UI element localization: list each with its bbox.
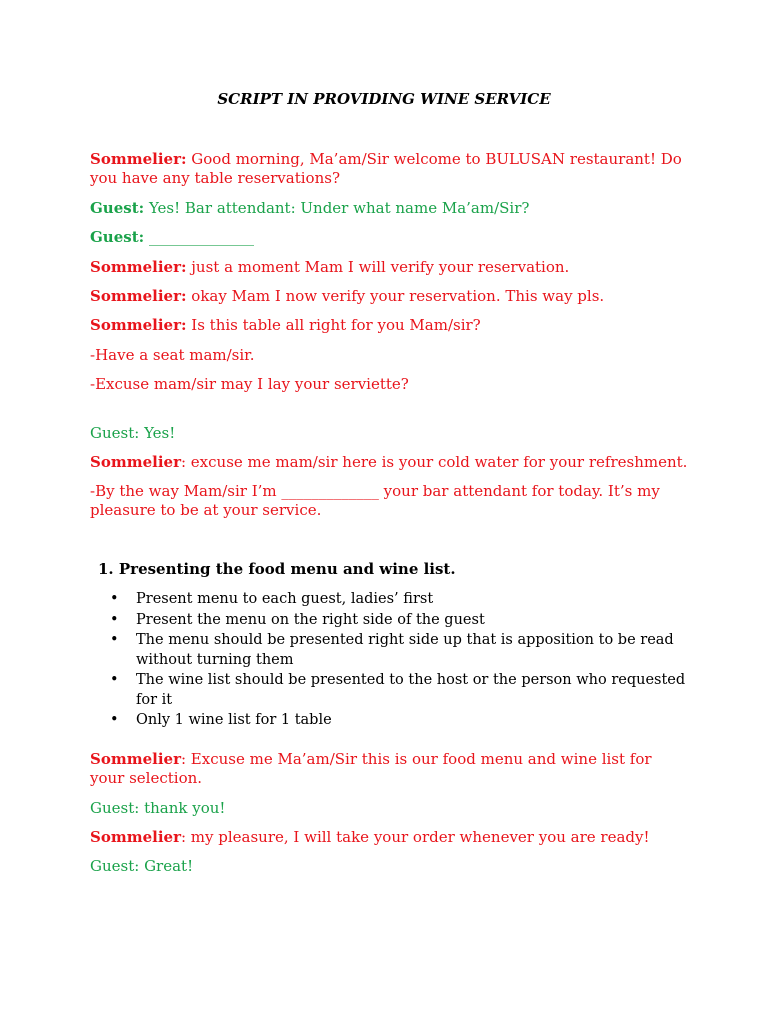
dialogue-line xyxy=(90,750,690,788)
dialogue-text: : Excuse me Ma’am/Sir this is our food menu and wine list for your selection. xyxy=(90,750,652,787)
speaker-label: Sommelier: xyxy=(90,150,187,168)
speaker-label: Sommelier: xyxy=(90,258,187,276)
speaker-label: Sommelier xyxy=(90,750,181,768)
dialogue-text: okay Mam I now verify your reservation. This way pls. xyxy=(186,287,605,305)
speaker-label: Sommelier xyxy=(90,828,181,846)
bullet-list xyxy=(110,590,690,732)
dialogue-line: -Have a seat mam/sir. xyxy=(90,346,255,364)
dialogue-line: -Excuse mam/sir may I lay your serviette? xyxy=(90,375,409,393)
list-item: • Only 1 wine list for 1 table xyxy=(110,711,690,731)
list-item: • Present menu to each guest, ladies’ first xyxy=(110,590,690,610)
dialogue-line xyxy=(90,199,690,218)
dialogue-line: Guest: Great! xyxy=(90,857,194,875)
list-item: • The menu should be presented right side up that is apposition to be read without turning them xyxy=(110,631,690,670)
dialogue-text: Is this table all right for you Mam/sir? xyxy=(186,316,481,334)
dialogue-line xyxy=(90,453,690,472)
list-item: • The wine list should be presented to the host or the person who requested for it xyxy=(110,671,690,710)
document-title: SCRIPT IN PROVIDING WINE SERVICE xyxy=(217,90,551,108)
dialogue-line xyxy=(90,228,690,247)
dialogue-line: Guest: thank you! xyxy=(90,799,226,817)
dialogue-line xyxy=(90,150,690,188)
speaker-label: Sommelier: xyxy=(90,316,187,334)
speaker-label: Guest: xyxy=(90,228,145,246)
dialogue-line xyxy=(90,316,690,335)
speaker-label: Sommelier: xyxy=(90,287,187,305)
dialogue-line xyxy=(90,287,690,306)
dialogue-text: : excuse me mam/sir here is your cold water for your refreshment. xyxy=(180,453,688,471)
dialogue-text: ______________ xyxy=(144,228,254,246)
speaker-label: Sommelier xyxy=(90,453,181,471)
dialogue-line xyxy=(90,828,690,847)
speaker-label: Guest: xyxy=(90,199,145,217)
dialogue-line xyxy=(90,258,690,277)
dialogue-line: -By the way Mam/sir I’m _____________ your bar attendant for today. It’s my pleasure to be at your service. xyxy=(90,482,660,519)
dialogue-line: Guest: Yes! xyxy=(90,424,176,442)
dialogue-text: : my pleasure, I will take your order whenever you are ready! xyxy=(180,828,650,846)
dialogue-text: just a moment Mam I will verify your reservation. xyxy=(186,258,570,276)
section-heading: 1. Presenting the food menu and wine list. xyxy=(98,560,456,578)
dialogue-text: Yes! Bar attendant: Under what name Ma’am/Sir? xyxy=(144,199,530,217)
dialogue-text: Good morning, Ma’am/Sir welcome to BULUSAN restaurant! Do you have any table reservations? xyxy=(90,150,682,187)
list-item: • Present the menu on the right side of the guest xyxy=(110,611,690,631)
